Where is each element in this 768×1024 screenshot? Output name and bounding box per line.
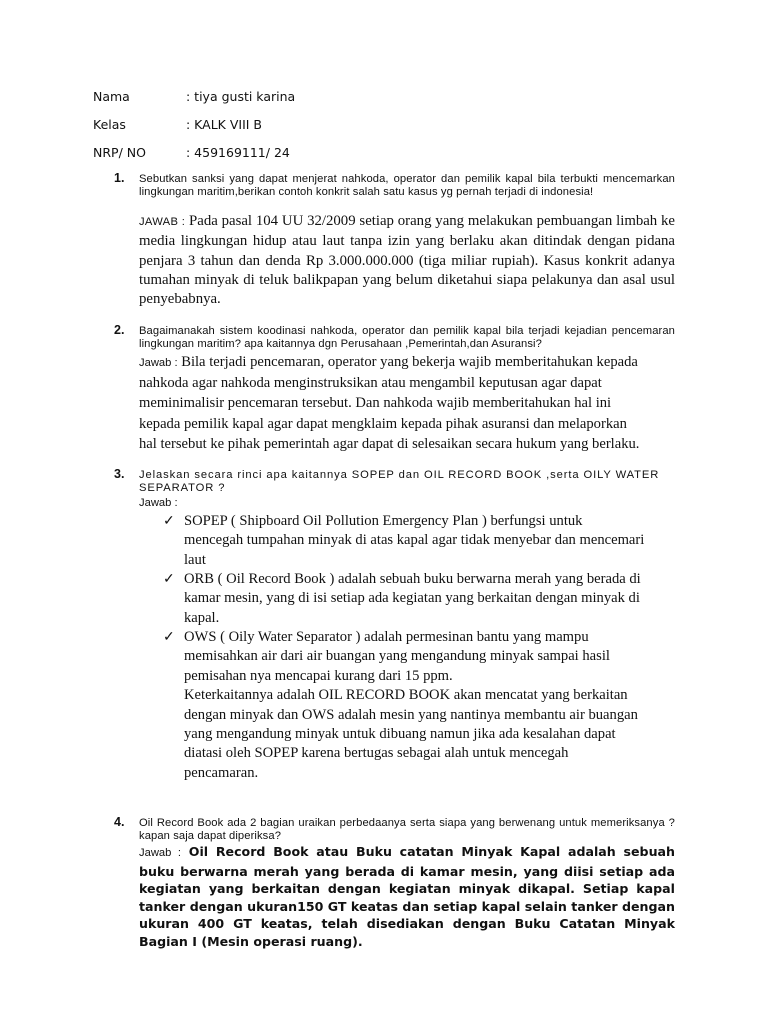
check-icon: ✓	[163, 628, 175, 644]
answer-2-line: hal tersebut ke pihak pemerintah agar dapat di selesaikan secara hukum yang berlaku.	[139, 435, 640, 452]
answer-2-line: nahkoda agar nahkoda menginstruksikan atau mengambil keputusan agar dapat	[139, 375, 602, 392]
question-number-1: 1.	[114, 171, 125, 185]
nrp-value: : 459169111/ 24	[186, 145, 290, 160]
relation-line: dengan minyak dan OWS adalah mesin yang nantinya membantu air buangan	[184, 706, 638, 723]
relation-line: Keterkaitannya adalah OIL RECORD BOOK akan mencatat yang berkaitan	[184, 687, 628, 704]
bullet-line: laut	[184, 551, 206, 568]
question-3-line: Jelaskan secara rinci apa kaitannya SOPEP dan OIL RECORD BOOK ,serta OILY WATER	[139, 469, 660, 481]
name-label: Nama	[93, 89, 130, 104]
bullet-line: ORB ( Oil Record Book ) adalah sebuah buku berwarna merah yang berada di	[184, 571, 641, 587]
bullet-line: kamar mesin, yang di isi setiap ada kegiatan yang berkaitan dengan minyak di	[184, 590, 640, 607]
answer-label-3: Jawab :	[139, 497, 178, 509]
relation-line: diatasi oleh SOPEP karena bertugas sebagai alah untuk mencegah	[184, 745, 569, 762]
answer-text-1: Pada pasal 104 UU 32/2009 setiap orang yang melakukan pembuangan limbah ke media lingkungan hidup atau laut tanpa izin yang berlaku akan ditindak dengan pidana penjara 3 tahun dan denda Rp 3.000.000.000 (tiga miliar rupiah). Kasus konkrit adanya tumahan minyak di teluk balikpapan yang belum diketahui siapa pelakunya dan asal usul penyebabnya.	[139, 213, 675, 308]
nrp-label: NRP/ NO	[93, 145, 146, 160]
check-icon: ✓	[163, 570, 175, 586]
answer-2-line: meminimalisir pencemaran tersebut. Dan nahkoda wajib memberitahukan hal ini	[139, 395, 612, 412]
question-3	[139, 469, 675, 495]
answer-label-1: JAWAB :	[139, 216, 186, 228]
bullet-sopep	[184, 512, 684, 570]
answer-2	[139, 352, 679, 454]
bullet-line: SOPEP ( Shipboard Oil Pollution Emergency Plan ) berfungsi untuk	[184, 513, 583, 529]
answer-label-4: Jawab :	[139, 847, 181, 859]
question-number-2: 2.	[114, 323, 125, 337]
class-label: Kelas	[93, 117, 126, 132]
question-number-3: 3.	[114, 467, 125, 481]
question-1: Sebutkan sanksi yang dapat menjerat nahkoda, operator dan pemilik kapal bila terbukti mencemarkan lingkungan maritim,berikan contoh konkrit salah satu kasus yg pernah terjadi di indonesia!	[139, 173, 675, 198]
relation-line: pencamaran.	[184, 764, 259, 781]
answer-2-line: Bila terjadi pencemaran, operator yang bekerja wajib memberitahukan kepada	[181, 354, 638, 370]
bullet-line: mencegah tumpahan minyak di atas kapal agar tidak menyebar dan mencemari	[184, 532, 645, 549]
answer-text-4: Oil Record Book atau Buku catatan Minyak Kapal adalah sebuah buku berwarna merah yang berada di kamar mesin, yang diisi setiap ada kegiatan yang berkaitan dengan kegiatan minyak dikapal. Setiap kapal tanker dengan ukuran150 GT keatas dan setiap kapal selain tanker dengan ukuran 400 GT keatas, telah disediakan dengan Buku Catatan Minyak Bagian I (Mesin operasi ruang).	[139, 844, 675, 949]
bullet-orb	[184, 570, 684, 628]
answer-4	[139, 843, 675, 950]
question-3-line: SEPARATOR ?	[139, 482, 226, 494]
question-2: Bagaimanakah sistem koodinasi nahkoda, operator dan pemilik kapal bila terjadi kejadian pencemaran lingkungan maritim? apa kaitannya dgn Perusahaan ,Pemerintah,dan Asuransi?	[139, 325, 675, 350]
answer-label-2: Jawab :	[139, 357, 178, 369]
bullet-line: pemisahan nya mencapai kurang dari 15 ppm.	[184, 667, 453, 684]
bullet-line: OWS ( Oily Water Separator ) adalah permesinan bantu yang mampu	[184, 629, 589, 645]
question-number-4: 4.	[114, 815, 125, 829]
answer-1	[139, 212, 675, 309]
bullet-ows	[184, 628, 684, 783]
bullet-line: memisahkan air dari air buangan yang mengandung minyak sampai hasil	[184, 648, 610, 665]
answer-2-line: kepada pemilik kapal agar dapat mengklaim kepada pihak asuransi dan melaporkan	[139, 415, 627, 432]
question-4: Oil Record Book ada 2 bagian uraikan perbedaanya serta siapa yang berwenang untuk memeriksanya ?kapan saja dapat diperiksa?	[139, 817, 675, 842]
bullet-line: kapal.	[184, 609, 220, 626]
name-value: : tiya gusti karina	[186, 89, 296, 104]
class-value: : KALK VIII B	[186, 117, 263, 132]
check-icon: ✓	[163, 512, 175, 528]
relation-line: yang mengandung minyak untuk dibuang namun jika ada kesalahan dapat	[184, 726, 616, 743]
